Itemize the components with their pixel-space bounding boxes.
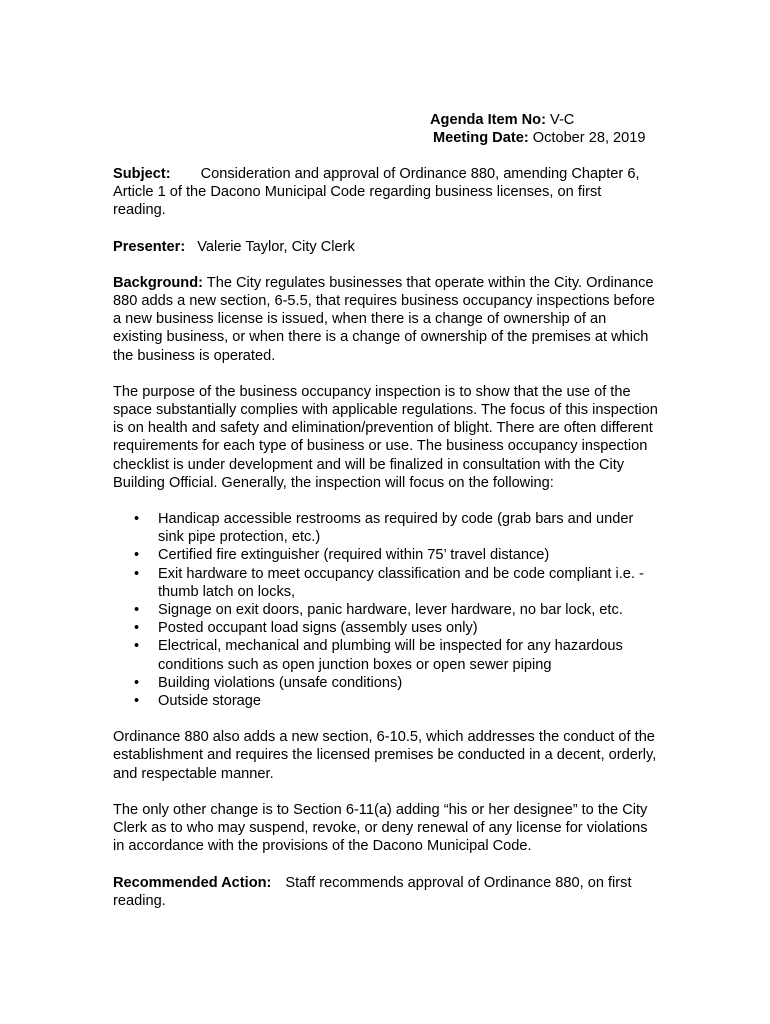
bullet-icon: •	[134, 674, 140, 691]
inspection-bullet-list	[113, 510, 658, 710]
list-item	[113, 619, 658, 637]
bullet-text: Outside storage	[158, 693, 262, 710]
list-item	[113, 601, 658, 619]
background-paragraph-3: Ordinance 880 also adds a new section, 6-10.5, which addresses the conduct of the establishment and requires the licensed premises be conducted in a decent, orderly, and respectable manner.	[113, 729, 657, 782]
presenter-text: Valerie Taylor, City Clerk	[197, 238, 355, 255]
presenter-section	[113, 238, 658, 256]
recommended-action-label: Recommended Action:	[113, 874, 272, 891]
list-item	[113, 546, 658, 564]
meeting-date-line	[430, 129, 730, 147]
list-item	[113, 637, 658, 673]
list-item	[113, 510, 658, 546]
subject-label: Subject:	[113, 166, 171, 182]
meeting-date-value: October 28, 2019	[532, 130, 646, 147]
background-paragraph-1	[113, 274, 658, 365]
bullet-text: Exit hardware to meet occupancy classification and be code compliant i.e. - thumb latch on locks,	[158, 565, 644, 600]
agenda-header	[430, 111, 730, 147]
agenda-item-value: V-C	[550, 112, 575, 128]
list-item	[113, 565, 658, 601]
bullet-icon: •	[134, 620, 140, 637]
bullet-text: Handicap accessible restrooms as required by code (grab bars and under sink pipe protection, etc.)	[158, 511, 634, 546]
document-body	[113, 165, 658, 928]
background-paragraph-4: The only other change is to Section 6-11(a) adding “his or her designee” to the City Clerk as to who may suspend, revoke, or deny renewal of any license for violations in accordance with the provisions of the Dacono Municipal Code.	[113, 801, 648, 855]
subject-text-line1: Consideration and approval of Ordinance 880, amending Chapter	[200, 166, 624, 182]
recommended-action-text: Staff recommends approval of Ordinance 880, on first reading.	[113, 874, 632, 909]
background-text-1: The City regulates businesses that operate within the City. Ordinance 880 adds a new section, 6-5.5, that requires business occupancy inspections before a new business license is issued, when there is a change of ownership of an existing business, or when there is a change of ownership of the premises at which the business is operated.	[113, 274, 655, 364]
bullet-text: Building violations (unsafe conditions)	[158, 674, 403, 691]
list-item	[113, 674, 658, 692]
list-item	[113, 692, 658, 710]
subject-text-rest: 6, Article 1 of the Dacono Municipal Code regarding business licenses, on first reading.	[113, 166, 640, 219]
bullet-text: Electrical, mechanical and plumbing will be inspected for any hazardous conditions such as open junction boxes or open sewer piping	[158, 638, 623, 673]
recommended-action-section	[113, 874, 658, 910]
meeting-date-label: Meeting Date:	[433, 130, 529, 147]
bullet-text: Certified fire extinguisher (required within 75’ travel distance)	[158, 547, 550, 564]
bullet-icon: •	[134, 565, 140, 582]
bullet-icon: •	[134, 638, 140, 655]
bullet-text: Posted occupant load signs (assembly uses only)	[158, 620, 478, 637]
bullet-text: Signage on exit doors, panic hardware, lever hardware, no bar lock, etc.	[158, 602, 623, 619]
background-label: Background:	[113, 274, 203, 291]
bullet-icon: •	[134, 602, 140, 619]
agenda-item-line	[430, 111, 730, 129]
agenda-item-label: Agenda Item No:	[430, 112, 546, 128]
subject-section	[113, 165, 658, 220]
bullet-icon: •	[134, 547, 140, 564]
bullet-icon: •	[134, 511, 140, 528]
background-paragraph-2: The purpose of the business occupancy inspection is to show that the use of the space substantially complies with applicable regulations. The focus of this inspection is on health and safety and elimination/prevention of blight. There are often different requirements for each type of business or use. The business occupancy inspection checklist is under development and will be finalized in consultation with the City Building Official. Generally, the inspection will focus on the following:	[113, 383, 658, 491]
presenter-label: Presenter:	[113, 238, 186, 255]
bullet-icon: •	[134, 693, 140, 710]
